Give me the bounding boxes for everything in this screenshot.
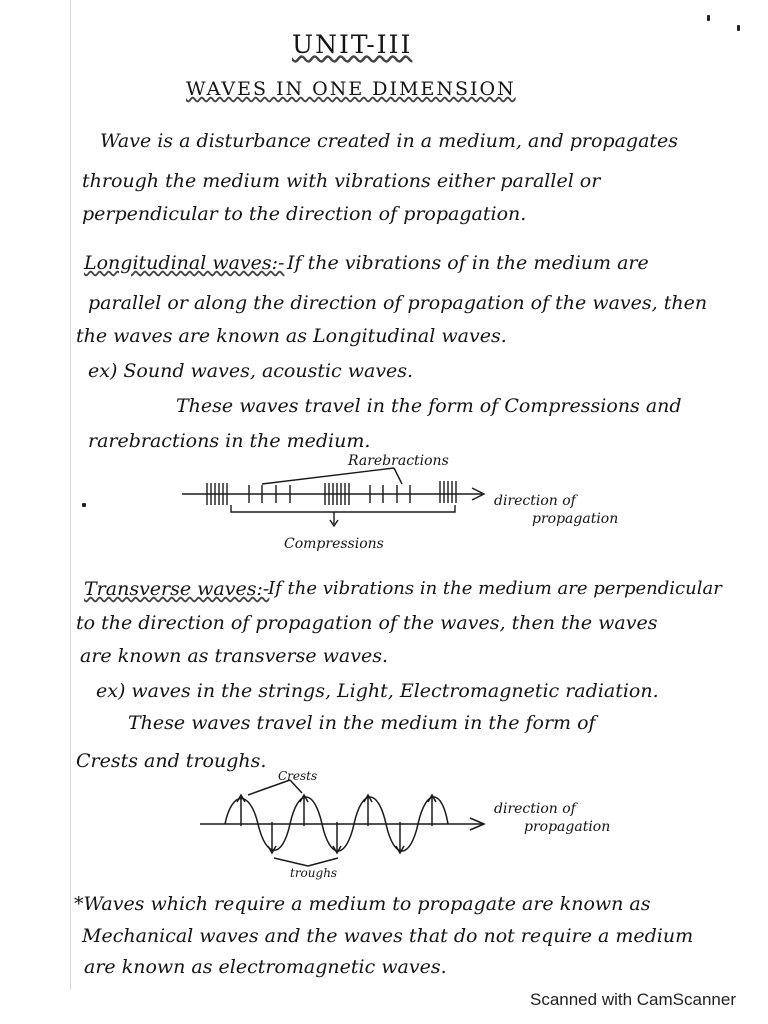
crests-label: Crests (278, 769, 318, 783)
transverse-travel: Crests and troughs. (76, 750, 267, 772)
rarefaction-label: Rarebractions (348, 453, 449, 469)
compression-lines (207, 481, 456, 505)
intro-line: through the medium with vibrations either parallel or (82, 170, 601, 192)
longitudinal-wave-diagram (182, 468, 484, 526)
trough-arrows (268, 822, 404, 853)
direction-label: direction of (494, 493, 576, 509)
longitudinal-heading: Longitudinal waves:- (84, 252, 285, 274)
page-title: UNIT-III (292, 30, 413, 59)
longitudinal-line: parallel or along the direction of propagation of the waves, then (88, 292, 708, 314)
longitudinal-line: the waves are known as Longitudinal waves. (76, 325, 507, 347)
transverse-travel: These waves travel in the medium in the form of (128, 712, 596, 734)
propagation-label: propagation (524, 819, 611, 835)
compression-label: Compressions (284, 536, 384, 552)
longitudinal-example: ex) Sound waves, acoustic waves. (88, 360, 414, 382)
note-line: *Waves which require a medium to propagate are known as (74, 893, 651, 915)
intro-line: Wave is a disturbance created in a medium, and propagates (100, 130, 679, 152)
transverse-example: ex) waves in the strings, Light, Electromagnetic radiation. (96, 680, 659, 702)
propagation-label: propagation (532, 511, 619, 527)
troughs-label: troughs (290, 866, 338, 880)
intro-line: perpendicular to the direction of propagation. (82, 203, 527, 225)
transverse-wave-diagram (200, 780, 484, 866)
transverse-line: to the direction of propagation of the waves, then the waves (76, 612, 658, 634)
longitudinal-travel: rarebractions in the medium. (88, 430, 371, 452)
note-line: are known as electromagnetic waves. (84, 956, 447, 978)
transverse-line: are known as transverse waves. (80, 645, 389, 667)
note-line: Mechanical waves and the waves that do not require a medium (82, 925, 694, 947)
crest-arrows (237, 795, 436, 826)
camscanner-watermark: Scanned with CamScanner (529, 990, 736, 1009)
transverse-heading: Transverse waves:- (84, 578, 270, 600)
page-subtitle: WAVES IN ONE DIMENSION (186, 78, 516, 100)
longitudinal-travel: These waves travel in the form of Compressions and (176, 395, 682, 417)
direction-label: direction of (494, 801, 576, 817)
transverse-line: If the vibrations in the medium are perpendicular (268, 578, 722, 599)
longitudinal-line: If the vibrations of in the medium are (287, 252, 649, 274)
